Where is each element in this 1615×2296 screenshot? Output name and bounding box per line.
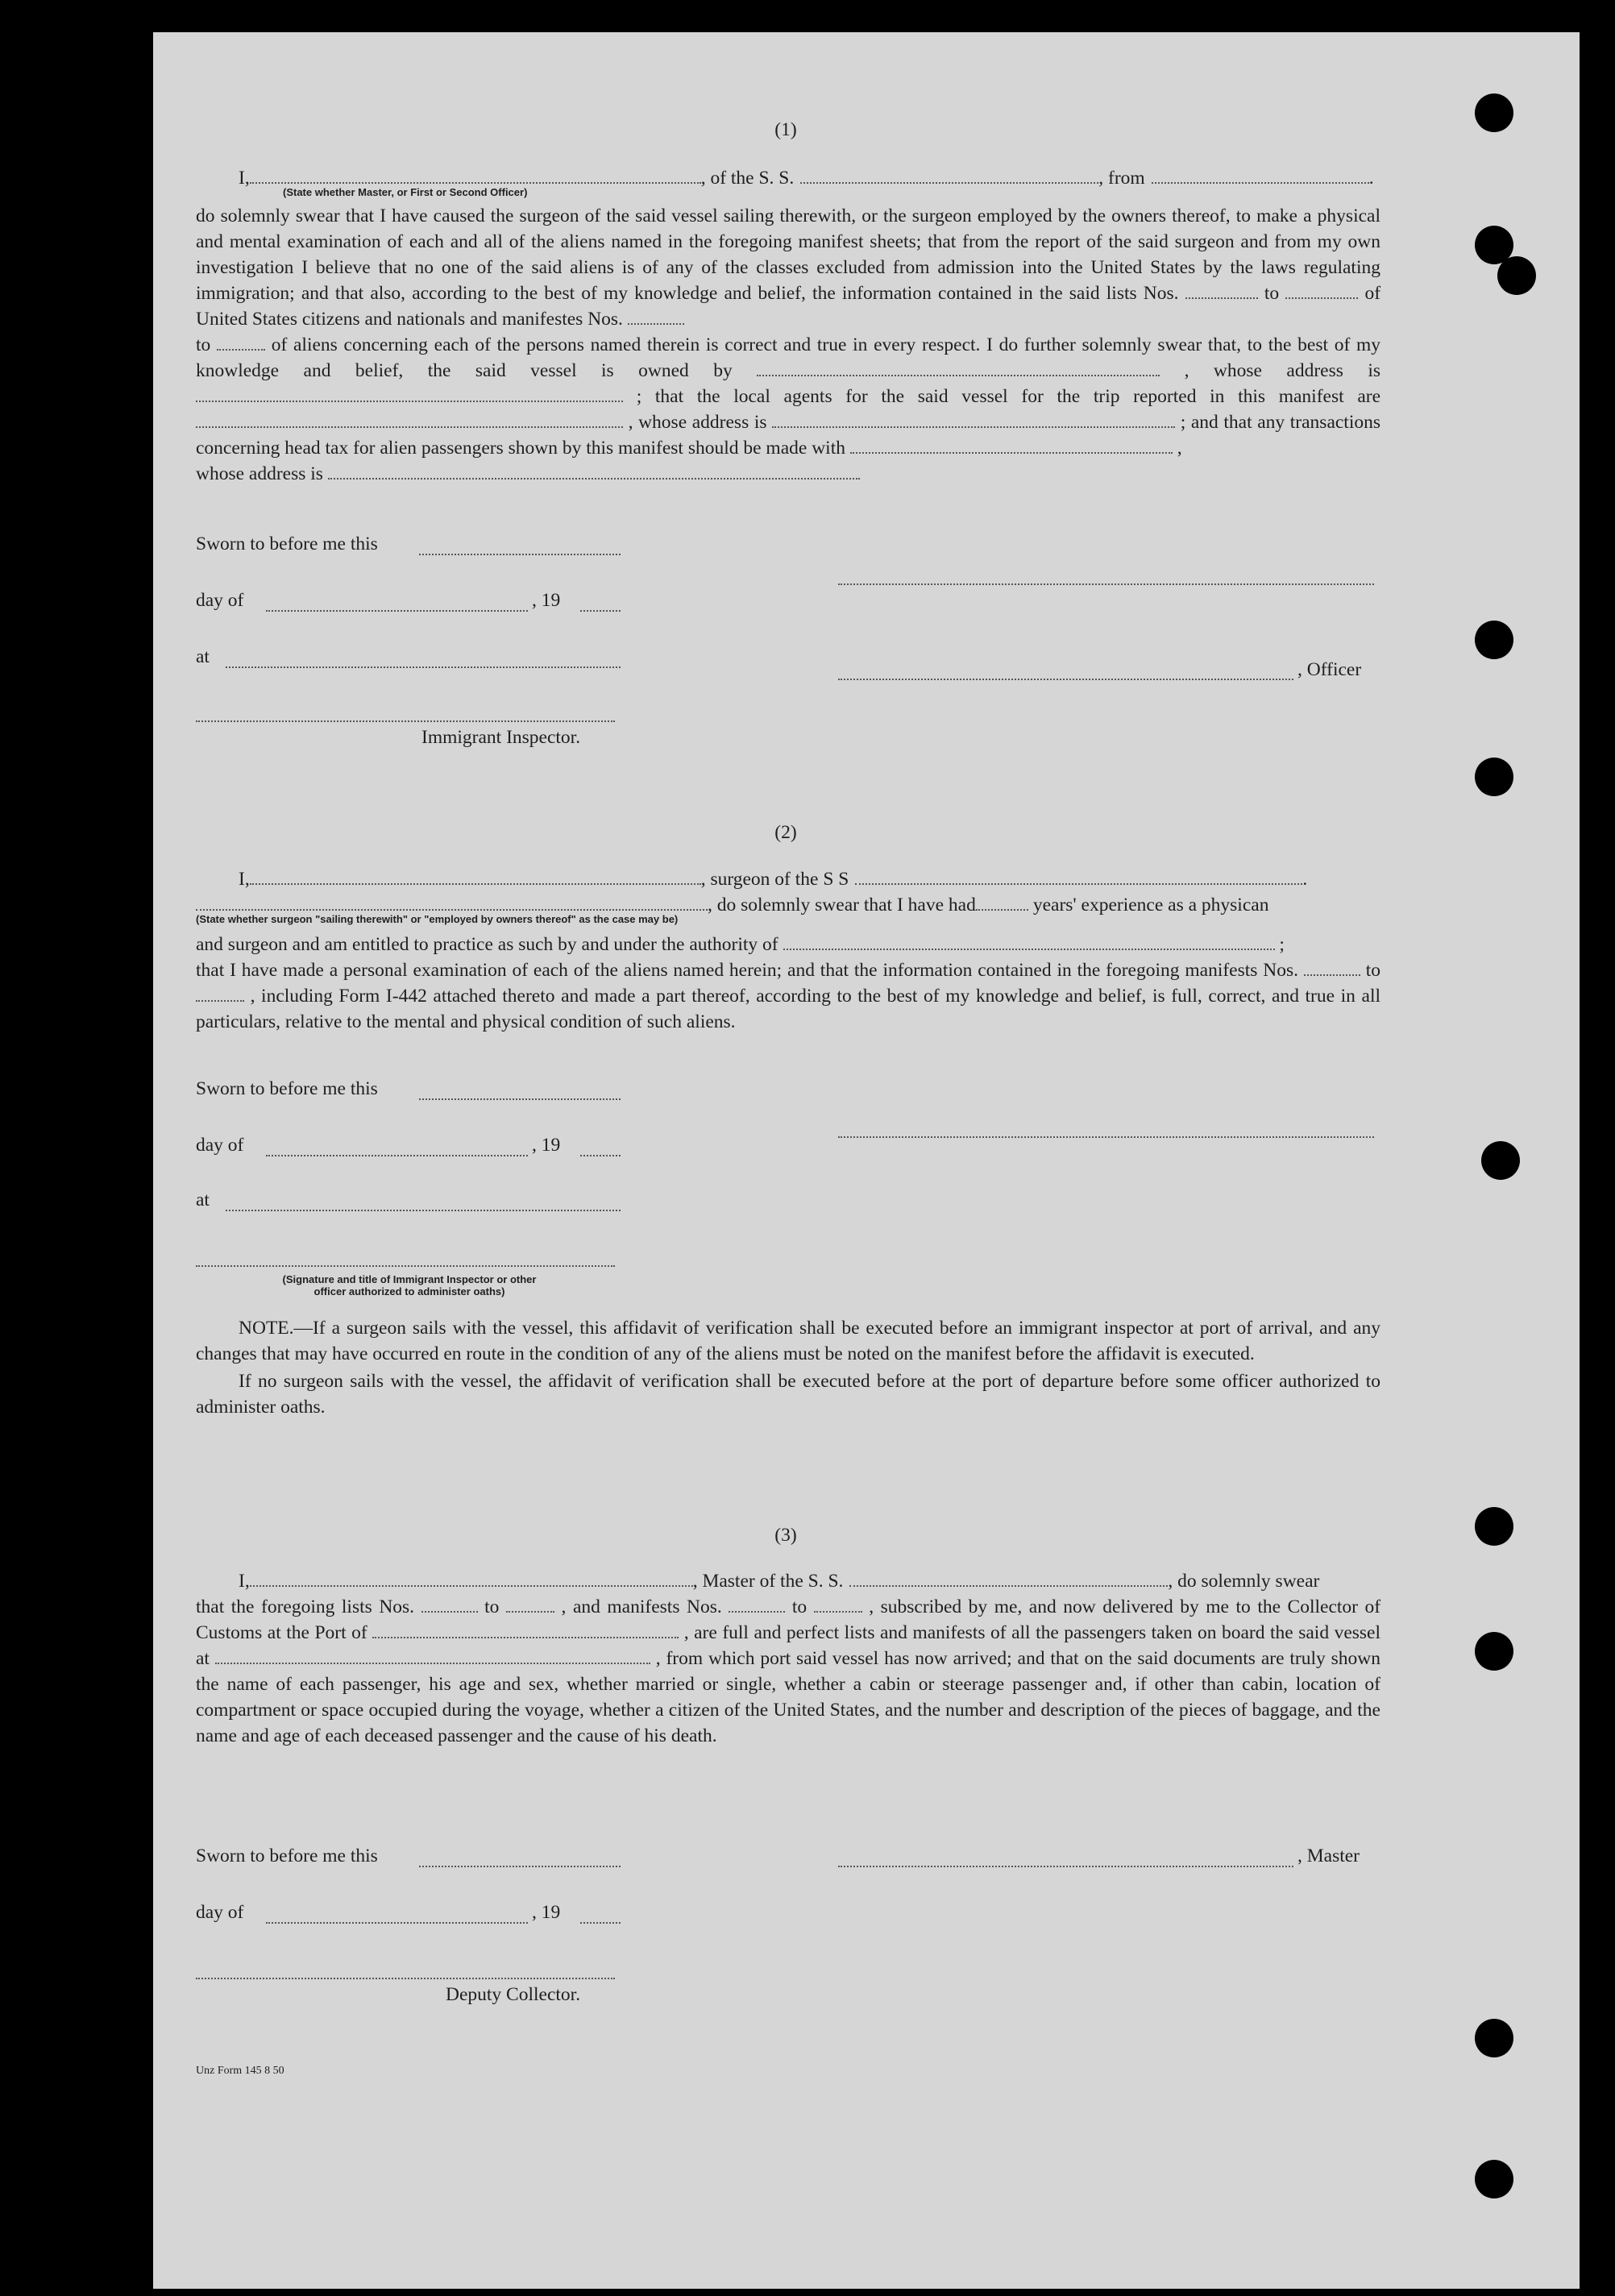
punch-hole bbox=[1497, 256, 1536, 295]
licensing-authority-field[interactable] bbox=[783, 934, 1275, 950]
section-2-at-field[interactable] bbox=[226, 1208, 621, 1211]
surgeon-status-field[interactable] bbox=[196, 895, 708, 911]
master-name-field[interactable] bbox=[250, 1571, 693, 1587]
section-3-line-1: I, , Master of the S. S. , do solemnly swear bbox=[239, 1571, 1320, 1592]
vessel-owner-field[interactable] bbox=[757, 360, 1160, 376]
vessel-name-field[interactable] bbox=[800, 168, 1098, 184]
punch-hole bbox=[1475, 1632, 1513, 1671]
section-2 bbox=[196, 866, 1380, 1035]
alien-manifests-from-field[interactable] bbox=[628, 309, 684, 325]
section-3-heading: (3) bbox=[774, 1525, 797, 1546]
section-2-officer-signature[interactable] bbox=[196, 1264, 615, 1267]
section-2-year-label: , 19 bbox=[532, 1135, 561, 1156]
section-1-at-label: at bbox=[196, 646, 210, 667]
deputy-collector-signature[interactable] bbox=[196, 1976, 615, 1979]
agents-address-field[interactable] bbox=[772, 412, 1175, 428]
surgeon-vessel-field[interactable] bbox=[855, 869, 1302, 885]
punch-hole bbox=[1475, 93, 1513, 132]
officer-label: , Officer bbox=[1297, 659, 1362, 680]
section-2-day-field[interactable] bbox=[266, 1153, 528, 1156]
section-1-year-label: , 19 bbox=[532, 590, 561, 611]
section-2-body: and surgeon and am entitled to practice as such by and under the authority of ; that I have made a personal examination of each of the aliens named herein; and that the information contained in the foregoing manifests Nos. to , including Form I-442 attached thereto and made a part thereof, according to the best of my knowledge and belief, is full, correct, and true in all particulars, relative to the mental and physical condition of such aliens. bbox=[196, 934, 1381, 1032]
section-1-officer-signature[interactable] bbox=[838, 677, 1293, 680]
section-2-at-label: at bbox=[196, 1190, 210, 1210]
section-2-line-2: , do solemnly swear that I have had years' experience as a physican bbox=[196, 892, 1380, 918]
master-manifests-to-field[interactable] bbox=[814, 1596, 862, 1613]
surgeon-manifests-from-field[interactable] bbox=[1304, 960, 1360, 976]
section-3 bbox=[196, 1568, 1380, 1749]
local-agents-field[interactable] bbox=[196, 412, 623, 428]
citizen-lists-from-field[interactable] bbox=[1185, 283, 1258, 299]
surgeon-manifests-to-field[interactable] bbox=[196, 986, 244, 1002]
surgeon-signature-line[interactable] bbox=[838, 1135, 1374, 1138]
section-3-day-field[interactable] bbox=[266, 1920, 528, 1924]
note-surgeon-sails: NOTE.—If a surgeon sails with the vessel, this affidavit of verification shall be executed before an immigrant inspector at port of arrival, and any changes that may have occurred en route in the condition of any of the aliens must be noted on the manifest before the affidavit is executed. bbox=[196, 1318, 1380, 1364]
section-1-signature-line-1[interactable] bbox=[838, 582, 1374, 585]
section-3-year-label: , 19 bbox=[532, 1902, 561, 1923]
punch-hole bbox=[1475, 1507, 1513, 1546]
officer-rank-note: (State whether Master, or First or Second Officer) bbox=[283, 186, 528, 198]
master-label: , Master bbox=[1297, 1846, 1360, 1866]
section-1-at-field[interactable] bbox=[226, 665, 621, 668]
section-2-sworn-label: Sworn to before me this bbox=[196, 1078, 378, 1099]
citizen-lists-to-field[interactable] bbox=[1285, 283, 1358, 299]
section-2-year-field[interactable] bbox=[580, 1153, 621, 1156]
section-3-sworn-label: Sworn to before me this bbox=[196, 1846, 378, 1866]
punch-hole bbox=[1475, 2019, 1513, 2057]
section-2-sworn-field[interactable] bbox=[419, 1097, 621, 1100]
section-1-line-1: I, , of the S. S. , from . bbox=[239, 168, 1374, 189]
section-1-sworn-field[interactable] bbox=[419, 552, 621, 555]
section-1-day-field[interactable] bbox=[266, 608, 528, 612]
section-3-day-label: day of bbox=[196, 1902, 244, 1923]
head-tax-address-field[interactable] bbox=[328, 463, 860, 480]
master-vessel-field[interactable] bbox=[849, 1571, 1168, 1587]
form-number: Unz Form 145 8 50 bbox=[196, 2065, 284, 2077]
section-1-sworn-label: Sworn to before me this bbox=[196, 534, 378, 554]
section-3-year-field[interactable] bbox=[580, 1920, 621, 1924]
surgeon-name-field[interactable] bbox=[250, 869, 701, 885]
punch-hole bbox=[1481, 1141, 1520, 1180]
document-page bbox=[153, 32, 1580, 2289]
head-tax-contact-field[interactable] bbox=[850, 438, 1173, 454]
section-1-heading: (1) bbox=[774, 119, 797, 140]
surgeon-status-note: (State whether surgeon "sailing therewith" or "employed by owners thereof" as the case may be) bbox=[196, 913, 679, 925]
master-signature-line[interactable] bbox=[838, 1864, 1293, 1867]
section-1 bbox=[196, 165, 1380, 487]
section-1-year-field[interactable] bbox=[580, 608, 621, 612]
section-3-body: that the foregoing lists Nos. to , and manifests Nos. to , subscribed by me, and now delivered by me to the Collector of Customs at the Port of , are full and perfect lists and manifests of all the passengers taken on board the said vessel at , from which port said vessel has now arrived; and that on the said documents are truly shown the name of each passenger, his age and sex, whether married or single, whether a cabin or steerage passenger and, if other than cabin, location of compartment or space occupied during the voyage, whether a citizen of the United States, and the number and description of the pieces of baggage, and the name and age of each deceased passenger and the cause of his death. bbox=[196, 1596, 1381, 1746]
port-of-arrival-field[interactable] bbox=[372, 1622, 679, 1638]
punch-hole bbox=[1475, 621, 1513, 659]
years-experience-field[interactable] bbox=[976, 895, 1028, 911]
section-2-heading: (2) bbox=[774, 822, 797, 843]
owner-address-field[interactable] bbox=[196, 386, 623, 402]
immigrant-inspector-label: Immigrant Inspector. bbox=[421, 727, 581, 748]
master-manifests-from-field[interactable] bbox=[729, 1596, 785, 1613]
departure-port-field[interactable] bbox=[1152, 168, 1369, 184]
inspector-signature[interactable] bbox=[196, 719, 615, 722]
section-3-sworn-field[interactable] bbox=[419, 1864, 621, 1867]
deputy-collector-label: Deputy Collector. bbox=[446, 1984, 581, 2005]
section-2-notes bbox=[196, 1315, 1380, 1420]
section-2-signature-note: (Signature and title of Immigrant Inspector or other officer authorized to administer oaths) bbox=[282, 1273, 537, 1297]
officer-name-field[interactable] bbox=[250, 168, 701, 184]
section-2-day-label: day of bbox=[196, 1135, 244, 1156]
alien-manifests-to-field[interactable] bbox=[217, 334, 265, 351]
punch-hole bbox=[1475, 2160, 1513, 2198]
section-1-day-label: day of bbox=[196, 590, 244, 611]
section-2-line-1: I, , surgeon of the S S . bbox=[239, 869, 1308, 890]
port-of-embarkation-field[interactable] bbox=[215, 1648, 650, 1664]
note-no-surgeon: If no surgeon sails with the vessel, the affidavit of verification shall be executed before at the port of departure before some officer authorized to administer oaths. bbox=[196, 1371, 1380, 1418]
punch-hole bbox=[1475, 758, 1513, 796]
section-1-body: do solemnly swear that I have caused the surgeon of the said vessel sailing therewith, or the surgeon employed by the owners thereof, to make a physical and mental examination of each and all of the aliens named in the foregoing manifest sheets; that from the report of the said surgeon and from my own investigation I believe that no one of the said aliens is of any of the classes excluded from admission into the United States by the laws regulating immigration; and that also, according to the best of my knowledge and belief, the information contained in the said lists Nos. to of United States citizens and nationals and manifestes Nos. to of aliens concerning each of the persons named therein is correct and true in every respect. I do further solemnly swear that, to the best of my knowledge and belief, the said vessel is owned by , whose address is ; that the local agents for the said vessel for the trip reported in this manifest are , whose address is ; and that any transactions concerning head tax for alien passengers shown by this manifest should be made with , whose address is bbox=[196, 206, 1381, 484]
master-lists-from-field[interactable] bbox=[421, 1596, 478, 1613]
master-lists-to-field[interactable] bbox=[506, 1596, 554, 1613]
